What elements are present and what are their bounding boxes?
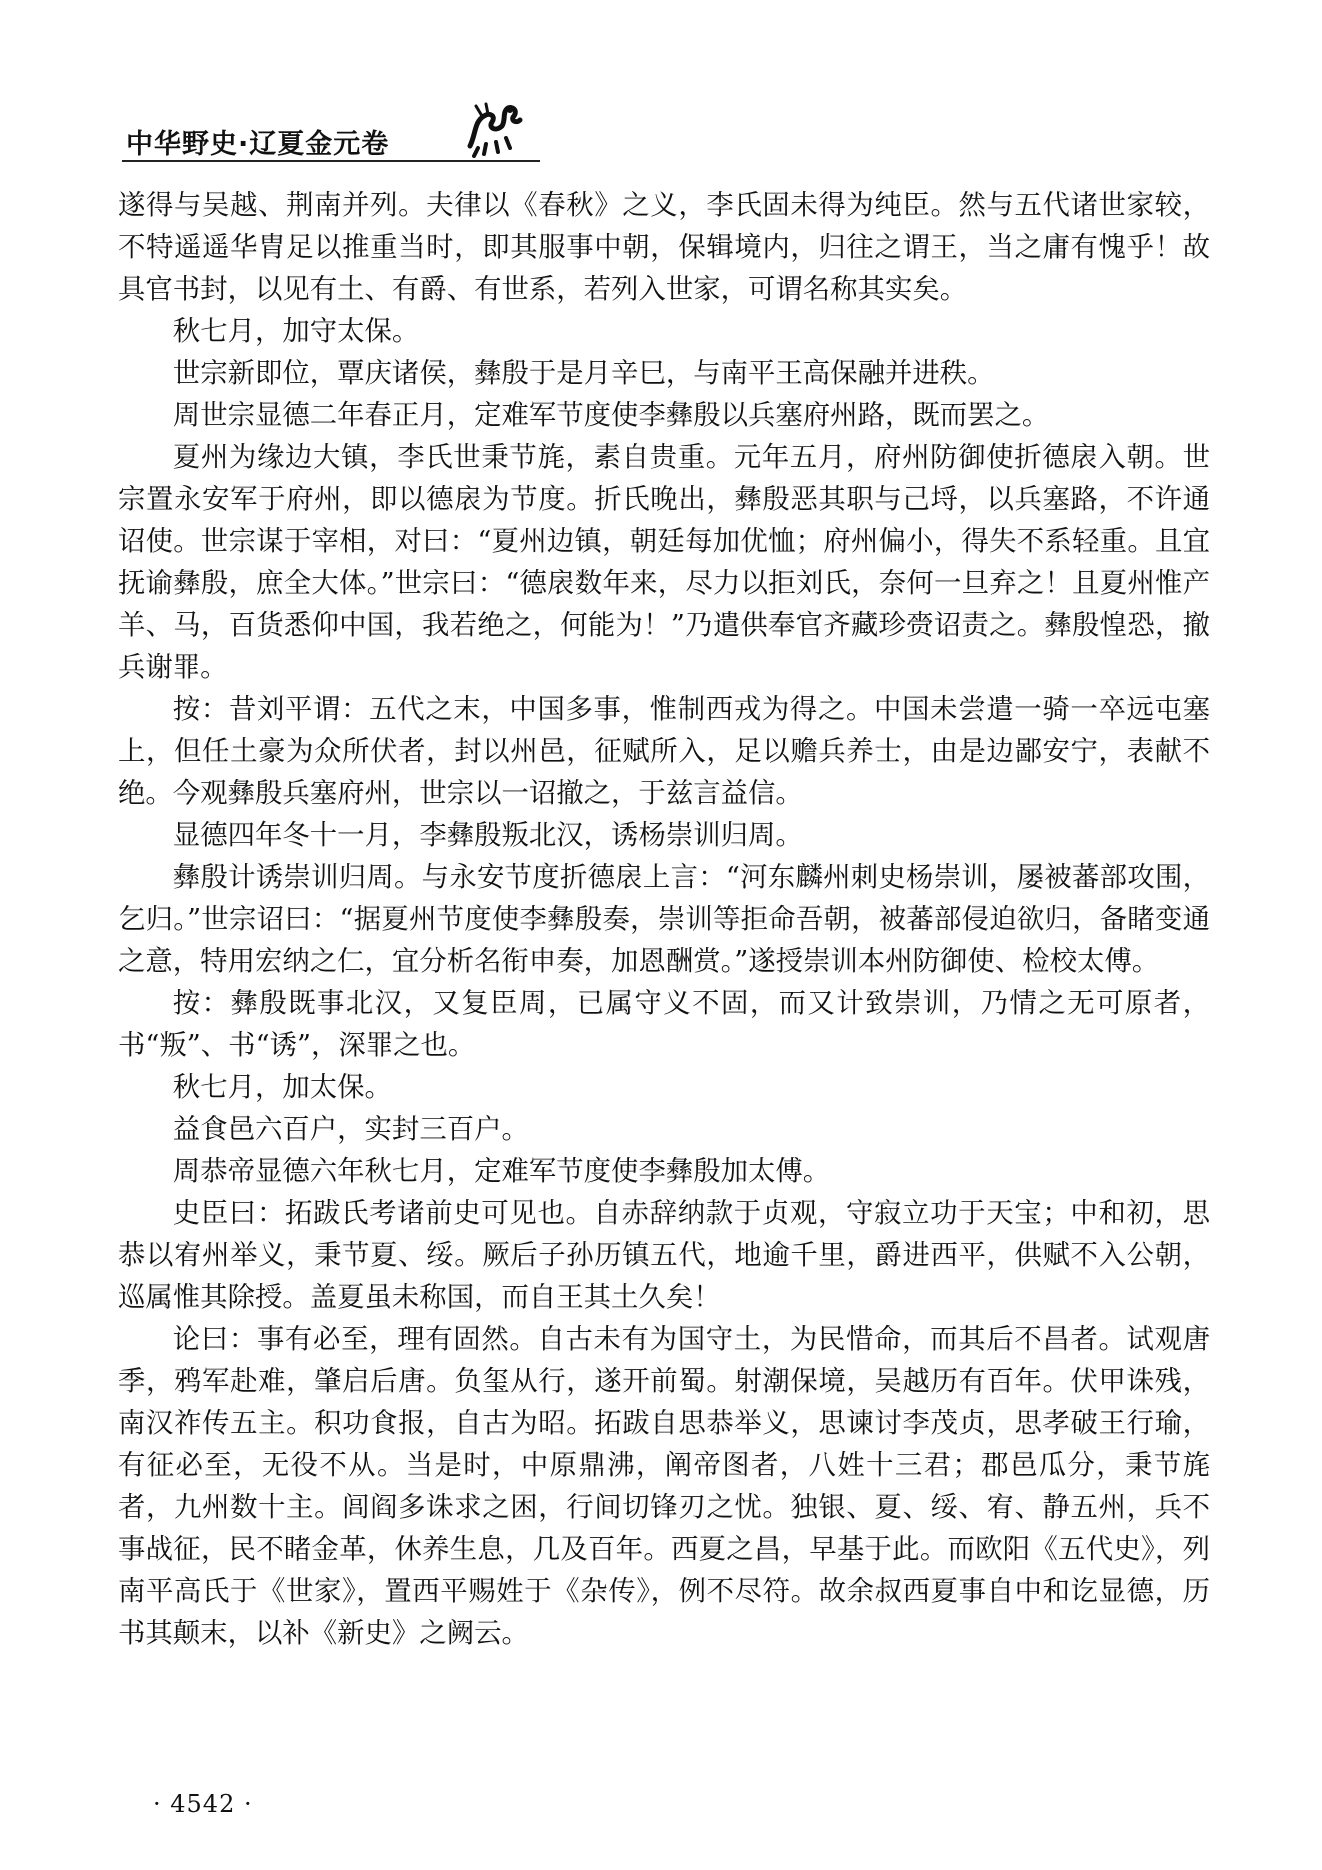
book-title: 中华野史·辽夏金元卷 xyxy=(126,129,390,160)
paragraph: 秋七月，加太保。 xyxy=(172,1072,392,1103)
paragraph: 显德四年冬十一月，李彝殷叛北汉，诱杨崇训归周。 xyxy=(172,820,803,851)
paragraph: 论曰：事有必至，理有固然。自古未有为国守土，为民惜命，而其后不昌者。试观唐季，鸦军赴难，肇启后唐。负玺从行，遂开前蜀。射潮保境，吴越历有百年。伏甲诛残，南汉祚传五主。积功食报，自古为昭。拓跋自思恭举义，思谏讨李茂贞，思孝破王行瑜，有征必至，无役不从。当是时，中原鼎沸，阐帝图者，八姓十三君；郡邑瓜分，秉节旄者，九州数十主。闾阎多诛求之困，行间切锋刃之忧。独银、夏、绥、宥、静五州，兵不事战征，民不睹金革，休养生息，几及百年。西夏之昌，早基于此。而欧阳《五代史》，列南平高氏于《世家》，置西平赐姓于《杂传》，例不尽符。故余叔西夏事自中和讫显德，历书其颠末，以补《新史》之阙云。 xyxy=(118,1324,1210,1649)
paragraph: 世宗新即位，覃庆诸侯，彝殷于是月辛巳，与南平王高保融并进秩。 xyxy=(172,358,995,389)
paragraph: 夏州为缘边大镇，李氏世秉节旄，素自贵重。元年五月，府州防御使折德扆入朝。世宗置永安军于府州，即以德扆为节度。折氏晚出，彝殷恶其职与己埒，以兵塞路，不许通诏使。世宗谋于宰相，对曰：“夏州边镇，朝廷每加优恤；府州偏小，得失不系轻重。且宜抚谕彝殷，庶全大体。”世宗曰：“德扆数年来，尽力以拒刘氏，奈何一旦弃之！且夏州惟产羊、马，百货悉仰中国，我若绝之，何能为！”乃遣供奉官齐藏珍赍诏责之。彝殷惶恐，撤兵谢罪。 xyxy=(118,442,1210,683)
dragon-emblem-icon xyxy=(462,98,524,158)
paragraph: 秋七月，加守太保。 xyxy=(172,316,420,347)
paragraph: 益食邑六百户，实封三百户。 xyxy=(172,1114,529,1145)
body-text xyxy=(118,185,1210,1655)
paragraph: 彝殷计诱崇训归周。与永安节度折德扆上言：“河东麟州刺史杨崇训，屡被蕃部攻围，乞归。”世宗诏曰：“据夏州节度使李彝殷奏，崇训等拒命吾朝，被蕃部侵迫欲归，备睹变通之意，特用宏纳之仁，宜分析名衔申奏，加恩酬赏。”遂授崇训本州防御使、检校太傅。 xyxy=(118,862,1210,977)
paragraph: 遂得与吴越、荆南并列。夫律以《春秋》之义，李氏固未得为纯臣。然与五代诸世家较，不特遥遥华胄足以推重当时，即其服事中朝，保辑境内，归往之谓王，当之庸有愧乎！故具官书封，以见有土、有爵、有世系，若列入世家，可谓名称其实矣。 xyxy=(118,190,1210,305)
paragraph: 周恭帝显德六年秋七月，定难军节度使李彝殷加太傅。 xyxy=(172,1156,831,1187)
paragraph: 按：昔刘平谓：五代之末，中国多事，惟制西戎为得之。中国未尝遣一骑一卒远屯塞上，但任土豪为众所伏者，封以州邑，征赋所入，足以赡兵养士，由是边鄙安宁，表献不绝。今观彝殷兵塞府州，世宗以一诏撤之，于兹言益信。 xyxy=(118,694,1210,809)
running-header xyxy=(122,98,542,160)
paragraph: 按：彝殷既事北汉，又复臣周，已属守义不固，而又计致崇训，乃情之无可原者，书“叛”、书“诱”，深罪之也。 xyxy=(118,988,1210,1061)
header-rule xyxy=(122,160,540,162)
paragraph: 周世宗显德二年春正月，定难军节度使李彝殷以兵塞府州路，既而罢之。 xyxy=(172,400,1050,431)
paragraph: 史臣曰：拓跋氏考诸前史可见也。自赤辞纳款于贞观，守寂立功于天宝；中和初，思恭以宥州举义，秉节夏、绥。厥后子孙历镇五代，地逾千里，爵进西平，供赋不入公朝，巡属惟其除授。盖夏虽未称国，而自王其土久矣！ xyxy=(118,1198,1210,1313)
page-number: · 4542 · xyxy=(153,1790,253,1818)
